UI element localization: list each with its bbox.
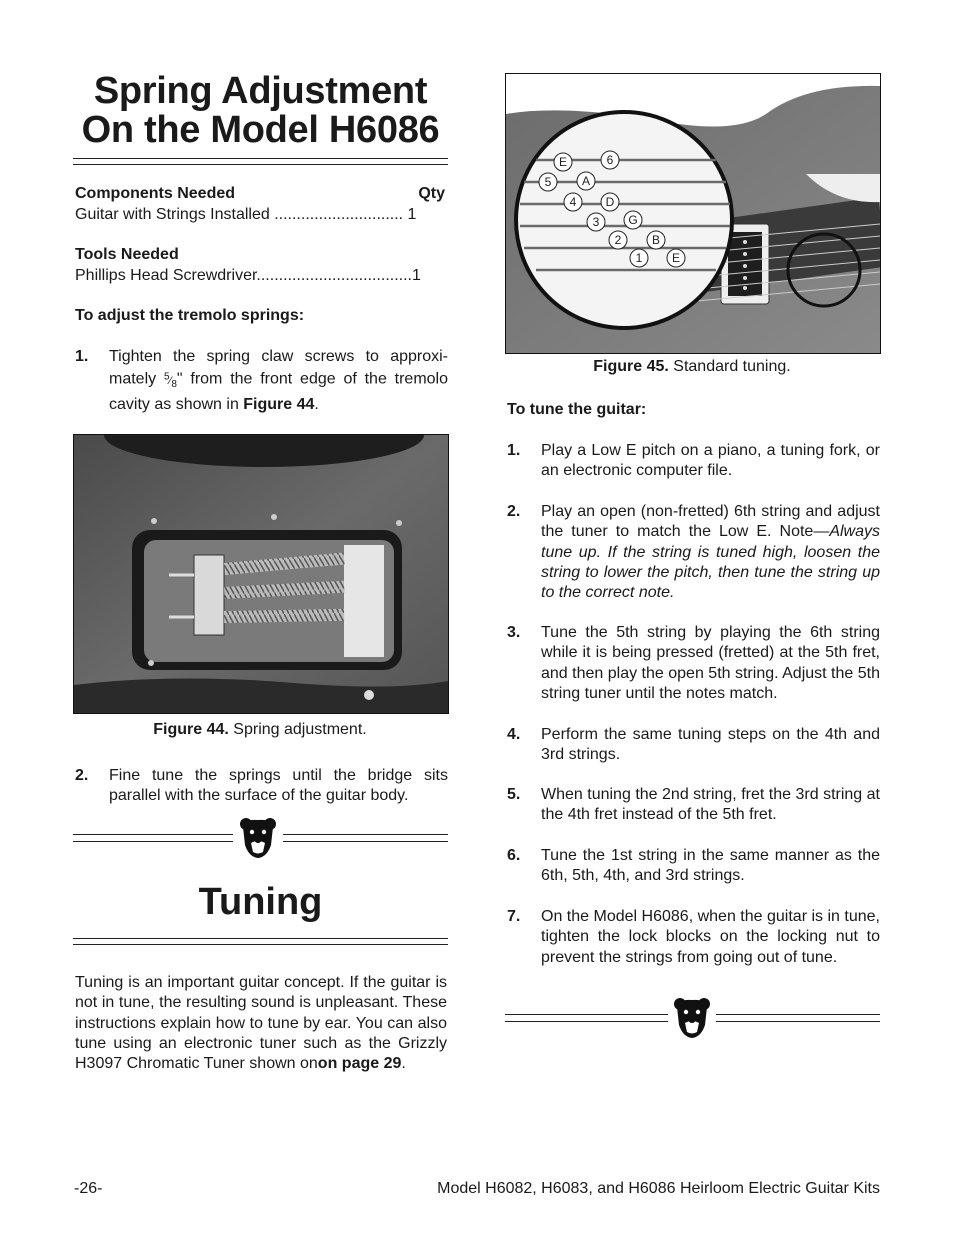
- tuning-title: Tuning: [198, 881, 323, 923]
- tools-label: Tools Needed: [75, 246, 179, 263]
- adjust-heading: To adjust the tremolo springs:: [75, 307, 305, 324]
- bear-logo-icon: [239, 817, 277, 859]
- bear-logo-icon: [673, 997, 711, 1039]
- tools-item: Phillips Head Screwdriver...................................1: [75, 267, 421, 284]
- fig45-mark: 6: [606, 153, 614, 167]
- page-title: Spring Adjustment On the Model H6086: [81, 70, 440, 151]
- fig45-mark: 5: [544, 175, 552, 189]
- tuning-rule-top: [73, 938, 448, 939]
- fraction: $^5⁄_8$: [163, 371, 177, 391]
- tuning-rule-bottom: [73, 944, 448, 945]
- fig45-mark: D: [605, 195, 615, 209]
- fig45-mark: 4: [569, 195, 577, 209]
- guitar-tuning-illustration: [506, 74, 880, 353]
- manual-title: Model H6082, H6083, and H6086 Heirloom Electric Guitar Kits: [437, 1180, 880, 1197]
- fig45-mark: A: [581, 174, 591, 188]
- fig45-mark: B: [651, 233, 661, 247]
- title-rule-bottom: [73, 164, 448, 165]
- title-rule-top: [73, 158, 448, 159]
- fig45-mark: E: [671, 251, 681, 265]
- tuning-intro: Tuning is an important guitar concept. If the guitar is not in tune, the resulting sound is unpleasant. These instructions explain how to tune by ear. You can also tune using an electronic tuner such as the Grizzly H3097 Chromatic Tuner shown onon page 29.: [75, 974, 447, 1073]
- qty-label: Qty: [418, 185, 445, 202]
- spring-cavity-illustration: [74, 435, 448, 713]
- fig45-mark: 2: [614, 233, 622, 247]
- figure-45-photo: [505, 73, 881, 354]
- divider-rule-right-a: [505, 1014, 668, 1022]
- figure-44-caption: Figure 44. Spring adjustment.: [153, 721, 367, 738]
- figure-44-photo: [73, 434, 449, 714]
- fig45-mark: G: [628, 213, 638, 227]
- components-label: Components Needed: [75, 185, 236, 202]
- fig45-mark: E: [558, 155, 568, 169]
- components-item: Guitar with Strings Installed ............................. 1: [75, 206, 417, 223]
- tune-heading: To tune the guitar:: [507, 401, 647, 418]
- fig45-mark: 1: [635, 251, 643, 265]
- fig45-mark: 3: [592, 215, 600, 229]
- page-number: -26-: [74, 1180, 103, 1197]
- divider-rule-right-b: [716, 1014, 880, 1022]
- figure-45-caption: Figure 45. Standard tuning.: [593, 358, 791, 375]
- divider-rule-left-b: [283, 834, 448, 842]
- divider-rule-left-a: [73, 834, 233, 842]
